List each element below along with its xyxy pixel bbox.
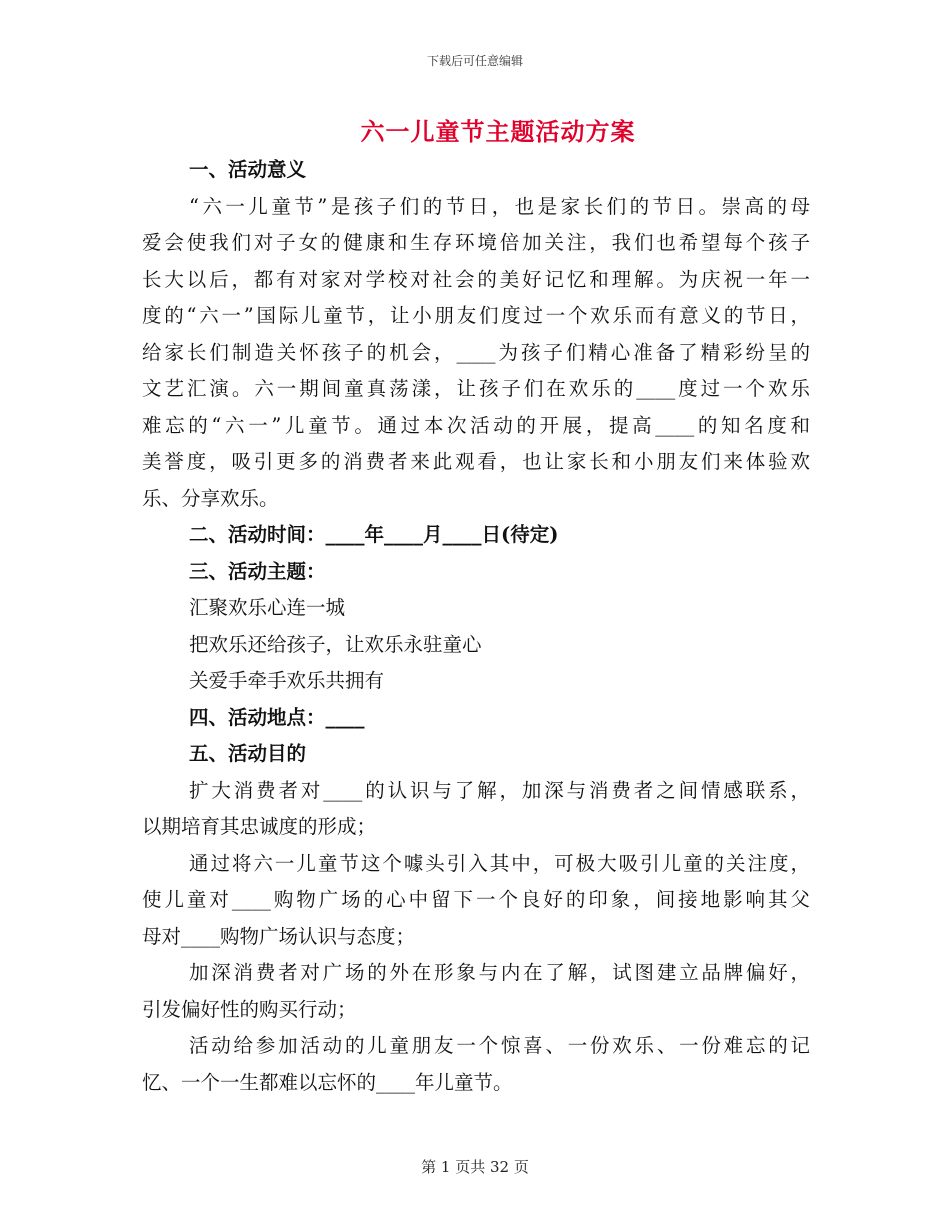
paragraph-line: 乐、分享欢乐。 [142, 486, 279, 510]
paragraph-line: 忆、一个一生都难以忘怀的____年儿童节。 [142, 1070, 513, 1094]
header-note: 下载后可任意编辑 [426, 54, 523, 68]
paragraph-line: 文艺汇演。六一期间童真荡漾，让孩子们在欢乐的____度过一个欢乐 [142, 377, 810, 400]
paragraph-line: 活动给参加活动的儿童朋友一个惊喜、一份欢乐、一份难忘的记 [189, 1034, 810, 1057]
document-body [142, 152, 810, 1101]
paragraph-line: 通过将六一儿童节这个噱头引入其中，可极大吸引儿童的关注度， [189, 851, 810, 875]
paragraph-line: 扩大消费者对____的认识与了解，加深与消费者之间情感联系， [189, 778, 810, 802]
paragraph-line: 引发偏好性的购买行动； [142, 997, 357, 1021]
paragraph-line: 爱会使我们对子女的健康和生存环境倍加关注，我们也希望每个孩子 [142, 231, 810, 254]
paragraph-line: 给家长们制造关怀孩子的机会，____为孩子们精心准备了精彩纷呈的 [142, 340, 810, 364]
paragraph-line: 长大以后，都有对家对学校对社会的美好记忆和理解。为庆祝一年一 [142, 267, 810, 291]
section-heading-theme: 三、活动主题： [189, 559, 326, 583]
section-heading-location: 四、活动地点：____ [189, 705, 365, 729]
theme-item: 把欢乐还给孩子，让欢乐永驻童心 [189, 632, 482, 656]
section-heading-significance: 一、活动意义 [189, 158, 307, 181]
document-title: 六一儿童节主题活动方案 [360, 117, 636, 146]
paragraph-line: 使儿童对____购物广场的心中留下一个良好的印象，间接地影响其父 [142, 888, 810, 911]
paragraph-line: 难忘的“六一”儿童节。通过本次活动的开展，提高____的知名度和 [142, 413, 810, 437]
paragraph-line: 加深消费者对广场的外在形象与内在了解，试图建立品牌偏好， [189, 961, 810, 984]
paragraph-line: “六一儿童节”是孩子们的节日，也是家长们的节日。崇高的母 [189, 194, 810, 218]
theme-item: 关爱手牵手欢乐共拥有 [189, 669, 385, 692]
theme-item: 汇聚欢乐心连一城 [189, 596, 346, 619]
page-number-footer: 第 1 页共 32 页 [421, 1158, 529, 1176]
paragraph-line: 度的“六一”国际儿童节，让小朋友们度过一个欢乐而有意义的节日， [142, 304, 810, 327]
paragraph-line: 美誉度，吸引更多的消费者来此观看，也让家长和小朋友们来体验欢 [142, 450, 810, 473]
paragraph-line: 以期培育其忠诚度的形成； [142, 815, 377, 838]
paragraph-line: 母对____购物广场认识与态度； [142, 924, 416, 948]
section-heading-purpose: 五、活动目的 [189, 742, 307, 765]
section-heading-time: 二、活动时间：____年____月____日(待定) [189, 523, 559, 546]
